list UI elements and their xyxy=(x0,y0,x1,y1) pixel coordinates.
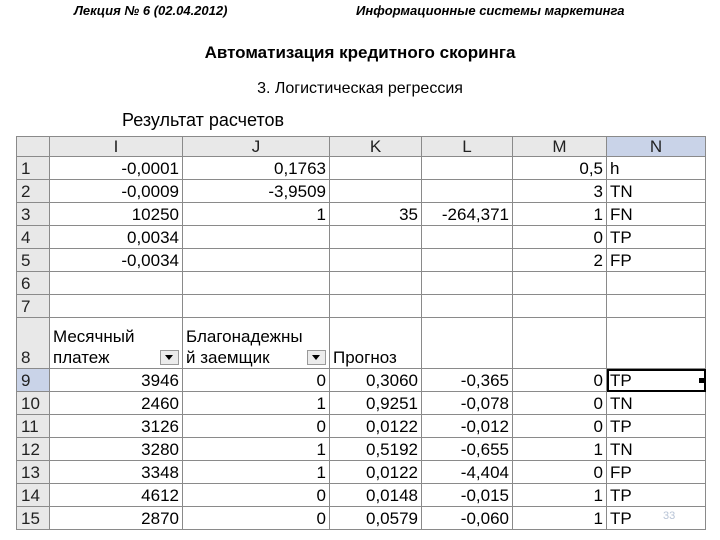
spreadsheet xyxy=(16,136,705,528)
row-header[interactable]: 3 xyxy=(17,203,50,226)
cell[interactable]: 0,0122 xyxy=(330,461,422,484)
cell[interactable]: 0 xyxy=(513,369,607,392)
cell[interactable]: 1 xyxy=(513,484,607,507)
spreadsheet-grid xyxy=(16,136,706,530)
row-header[interactable]: 11 xyxy=(17,415,50,438)
filter-dropdown-icon[interactable] xyxy=(160,350,179,365)
row-header[interactable]: 5 xyxy=(17,249,50,272)
lecture-header: Лекция № 6 (02.04.2012) xyxy=(74,3,228,18)
row-header[interactable]: 12 xyxy=(17,438,50,461)
cell[interactable]: TN xyxy=(607,438,706,461)
cell[interactable] xyxy=(183,249,330,272)
column-header-k[interactable]: K xyxy=(330,137,422,157)
cell[interactable]: 35 xyxy=(330,203,422,226)
results-caption: Результат расчетов xyxy=(122,110,285,130)
cell[interactable]: FN xyxy=(607,203,706,226)
cell[interactable] xyxy=(50,295,183,318)
cell[interactable]: 0,5 xyxy=(513,157,607,180)
row-header[interactable]: 15 xyxy=(17,507,50,530)
cell[interactable]: -0,655 xyxy=(422,438,513,461)
cell[interactable]: -4,404 xyxy=(422,461,513,484)
cell[interactable]: 3946 xyxy=(50,369,183,392)
cell[interactable] xyxy=(513,272,607,295)
cell[interactable]: 3348 xyxy=(50,461,183,484)
sheet-row xyxy=(17,226,706,249)
cell[interactable] xyxy=(330,295,422,318)
cell[interactable]: 10250 xyxy=(50,203,183,226)
column-header-n[interactable]: N xyxy=(607,137,706,157)
sheet-row xyxy=(17,249,706,272)
column-header-i[interactable]: I xyxy=(50,137,183,157)
cell[interactable]: 3 xyxy=(513,180,607,203)
row-header[interactable]: 1 xyxy=(17,157,50,180)
cell[interactable] xyxy=(422,295,513,318)
header-cell-reliable-borrower[interactable] xyxy=(183,318,330,369)
cell[interactable]: -3,9509 xyxy=(183,180,330,203)
row-header[interactable]: 9 xyxy=(17,369,50,392)
cell[interactable]: TP xyxy=(607,507,706,530)
cell[interactable]: 0 xyxy=(513,392,607,415)
table-row xyxy=(17,461,706,484)
row-header[interactable]: 6 xyxy=(17,272,50,295)
cell[interactable]: 0,3060 xyxy=(330,369,422,392)
cell[interactable]: 0 xyxy=(183,507,330,530)
cell[interactable] xyxy=(330,226,422,249)
cell[interactable]: 1 xyxy=(513,203,607,226)
course-header: Информационные системы маркетинга xyxy=(356,3,625,18)
sheet-row xyxy=(17,203,706,226)
cell[interactable]: -0,015 xyxy=(422,484,513,507)
column-header-j[interactable]: J xyxy=(183,137,330,157)
cell[interactable]: 1 xyxy=(183,461,330,484)
cell[interactable] xyxy=(422,318,513,369)
header-cell-forecast[interactable]: Прогноз xyxy=(330,318,422,369)
table-row xyxy=(17,369,706,392)
cell[interactable]: 0,0122 xyxy=(330,415,422,438)
cell[interactable]: TP xyxy=(607,226,706,249)
cell[interactable]: -0,078 xyxy=(422,392,513,415)
cell[interactable]: 0 xyxy=(183,415,330,438)
column-header-m[interactable]: M xyxy=(513,137,607,157)
cell[interactable] xyxy=(513,318,607,369)
cell[interactable] xyxy=(330,157,422,180)
cell[interactable] xyxy=(422,157,513,180)
cell[interactable]: 3126 xyxy=(50,415,183,438)
cell[interactable]: h xyxy=(607,157,706,180)
cell[interactable]: 0 xyxy=(513,415,607,438)
cell[interactable]: 3280 xyxy=(50,438,183,461)
table-row xyxy=(17,507,706,530)
cell[interactable] xyxy=(330,249,422,272)
slide-subtitle: 3. Логистическая регрессия xyxy=(257,80,463,97)
sheet-row xyxy=(17,272,706,295)
row-header[interactable]: 4 xyxy=(17,226,50,249)
cell[interactable]: 0,5192 xyxy=(330,438,422,461)
cell[interactable]: 0,0034 xyxy=(50,226,183,249)
cell[interactable] xyxy=(607,318,706,369)
row-header[interactable]: 14 xyxy=(17,484,50,507)
row-header[interactable]: 2 xyxy=(17,180,50,203)
cell[interactable]: 0 xyxy=(513,461,607,484)
cell[interactable]: -0,0001 xyxy=(50,157,183,180)
cell[interactable]: 0 xyxy=(183,369,330,392)
cell[interactable]: 1 xyxy=(513,438,607,461)
table-row xyxy=(17,484,706,507)
table-row xyxy=(17,392,706,415)
cell[interactable]: TP xyxy=(607,415,706,438)
cell[interactable]: -0,365 xyxy=(422,369,513,392)
filter-dropdown-icon[interactable] xyxy=(307,350,326,365)
cell[interactable]: TN xyxy=(607,392,706,415)
cell[interactable]: FP xyxy=(607,249,706,272)
table-row xyxy=(17,415,706,438)
cell[interactable] xyxy=(330,180,422,203)
cell[interactable] xyxy=(422,226,513,249)
cell[interactable]: -0,0034 xyxy=(50,249,183,272)
cell[interactable]: 4612 xyxy=(50,484,183,507)
select-all-corner[interactable] xyxy=(17,137,50,157)
cell[interactable]: 2460 xyxy=(50,392,183,415)
cell[interactable] xyxy=(183,272,330,295)
row-header[interactable]: 10 xyxy=(17,392,50,415)
fill-handle[interactable] xyxy=(699,378,704,383)
cell[interactable] xyxy=(50,272,183,295)
cell[interactable]: -0,060 xyxy=(422,507,513,530)
column-header-row xyxy=(17,137,706,157)
cell[interactable] xyxy=(513,295,607,318)
sheet-row xyxy=(17,295,706,318)
cell[interactable] xyxy=(330,272,422,295)
cell[interactable] xyxy=(422,180,513,203)
column-header-l[interactable]: L xyxy=(422,137,513,157)
cell[interactable] xyxy=(607,295,706,318)
cell[interactable] xyxy=(422,272,513,295)
cell[interactable]: TN xyxy=(607,180,706,203)
table-header-row xyxy=(17,318,706,369)
cell[interactable]: 2 xyxy=(513,249,607,272)
cell[interactable]: 0,9251 xyxy=(330,392,422,415)
active-cell[interactable]: TP xyxy=(607,369,706,392)
cell[interactable]: FP xyxy=(607,461,706,484)
cell[interactable]: 1 xyxy=(183,438,330,461)
cell[interactable]: 1 xyxy=(513,507,607,530)
row-header[interactable]: 8 xyxy=(17,318,50,369)
cell[interactable]: 1 xyxy=(183,203,330,226)
cell[interactable]: 2870 xyxy=(50,507,183,530)
cell[interactable]: 1 xyxy=(183,392,330,415)
header-label: Благонадежны й заемщик xyxy=(186,327,303,367)
row-header[interactable]: 7 xyxy=(17,295,50,318)
cell[interactable]: TP xyxy=(607,484,706,507)
cell[interactable]: -0,0009 xyxy=(50,180,183,203)
cell[interactable]: -0,012 xyxy=(422,415,513,438)
cell[interactable] xyxy=(422,249,513,272)
cell[interactable] xyxy=(183,295,330,318)
header-cell-monthly-payment[interactable] xyxy=(50,318,183,369)
cell[interactable]: 0,0148 xyxy=(330,484,422,507)
header-label: Месячный платеж xyxy=(53,327,135,367)
page-number: 33 xyxy=(663,510,676,522)
sheet-row xyxy=(17,180,706,203)
cell[interactable]: 0 xyxy=(183,484,330,507)
cell[interactable]: 0,0579 xyxy=(330,507,422,530)
table-row xyxy=(17,438,706,461)
cell[interactable] xyxy=(607,272,706,295)
sheet-row xyxy=(17,157,706,180)
cell[interactable]: 0,1763 xyxy=(183,157,330,180)
cell[interactable] xyxy=(183,226,330,249)
row-header[interactable]: 13 xyxy=(17,461,50,484)
cell[interactable]: 0 xyxy=(513,226,607,249)
cell[interactable]: -264,371 xyxy=(422,203,513,226)
slide-title: Автоматизация кредитного скоринга xyxy=(204,43,516,62)
